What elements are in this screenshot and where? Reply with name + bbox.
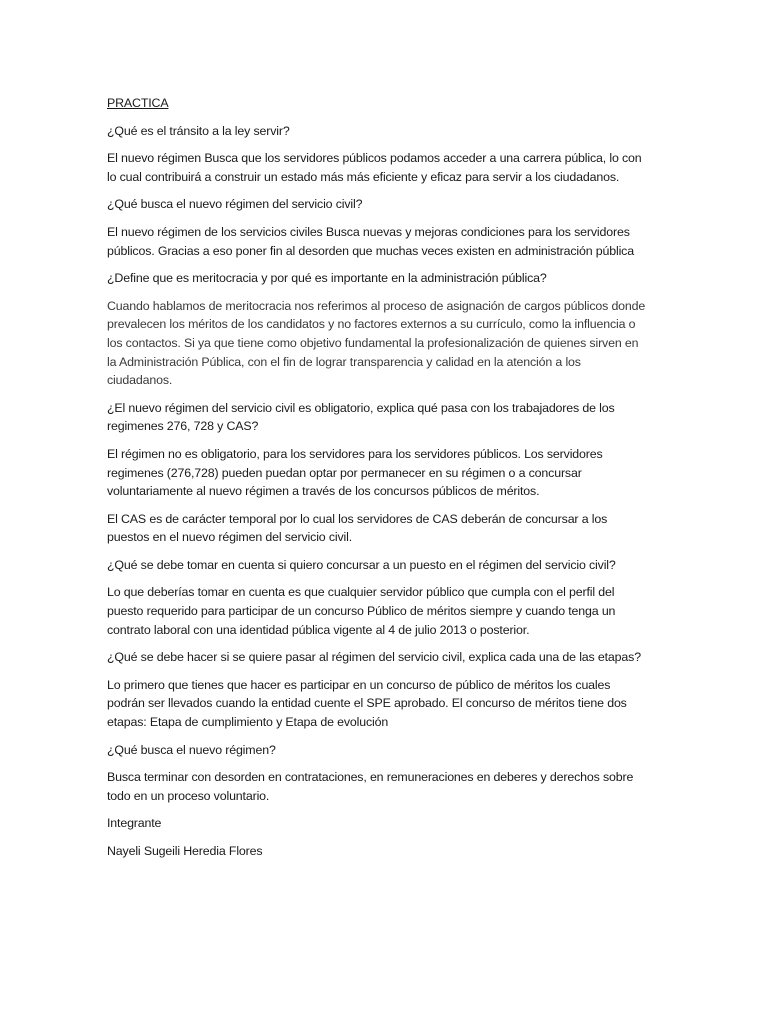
answer-4: El régimen no es obligatorio, para los servidores para los servidores públicos. Los servidores regimenes (276,728) pueden puedan optar por permanecer en su régimen o a concursar voluntariamente al nuevo régimen a través de los concursos públicos de méritos.	[107, 446, 603, 499]
question-7: ¿Qué busca el nuevo régimen?	[107, 742, 276, 757]
answer-5: Lo que deberías tomar en cuenta es que cualquier servidor público que cumpla con el perfil del puesto requerido para participar de un concurso Público de méritos siempre y cuando tenga un contrato laboral con una identidad pública vigente al 4 de julio 2013 o posterior.	[107, 585, 616, 637]
question-3: ¿Define que es meritocracia y por qué es importante en la administración pública?	[107, 271, 547, 286]
question-2: ¿Qué busca el nuevo régimen del servicio civil?	[107, 197, 363, 212]
member-label: Integrante	[107, 816, 162, 831]
member-name: Nayeli Sugeili Heredia Flores	[107, 844, 263, 858]
document-body	[107, 94, 647, 870]
question-4: ¿El nuevo régimen del servicio civil es obligatorio, explica qué pasa con los trabajadores de los regimenes 276, 728 y CAS?	[107, 400, 615, 434]
answer-1: El nuevo régimen Busca que los servidores públicos podamos acceder a una carrera pública, lo con lo cual contribuirá a construir un estado más más eficiente y eficaz para servir a los ciudadanos.	[107, 151, 642, 184]
answer-2: El nuevo régimen de los servicios civiles Busca nuevas y mejoras condiciones para los servidores públicos. Gracias a eso poner fin al desorden que muchas veces existen en administración pública	[107, 224, 634, 258]
answer-7: Busca terminar con desorden en contrataciones, en remuneraciones en deberes y derechos sobre todo en un proceso voluntario.	[107, 770, 634, 803]
question-5: ¿Qué se debe tomar en cuenta si quiero concursar a un puesto en el régimen del servicio civil?	[107, 557, 616, 572]
document-title: PRACTICA	[107, 96, 169, 110]
question-6: ¿Qué se debe hacer si se quiere pasar al régimen del servicio civil, explica cada una de las etapas?	[107, 650, 641, 665]
answer-6: Lo primero que tienes que hacer es participar en un concurso de público de méritos los cuales podrán ser llevados cuando la entidad cuente el SPE aprobado. El concurso de méritos tiene dos etapas: Etapa de cumplimiento y Etapa de evolución	[107, 677, 627, 730]
answer-3: Cuando hablamos de meritocracia nos referimos al proceso de asignación de cargos públicos donde prevalecen los méritos de los candidatos y no factores externos a su currículo, como la influencia o los contactos. Si ya que tiene como objetivo fundamental la profesionalización de quienes sirven en la Administración Pública, con el fin de lograr transparencia y calidad en la atención a los ciudadanos.	[107, 298, 646, 388]
question-1: ¿Qué es el tránsito a la ley servir?	[107, 123, 290, 138]
answer-4b: El CAS es de carácter temporal por lo cual los servidores de CAS deberán de concursar a los puestos en el nuevo régimen del servicio civil.	[107, 511, 608, 545]
